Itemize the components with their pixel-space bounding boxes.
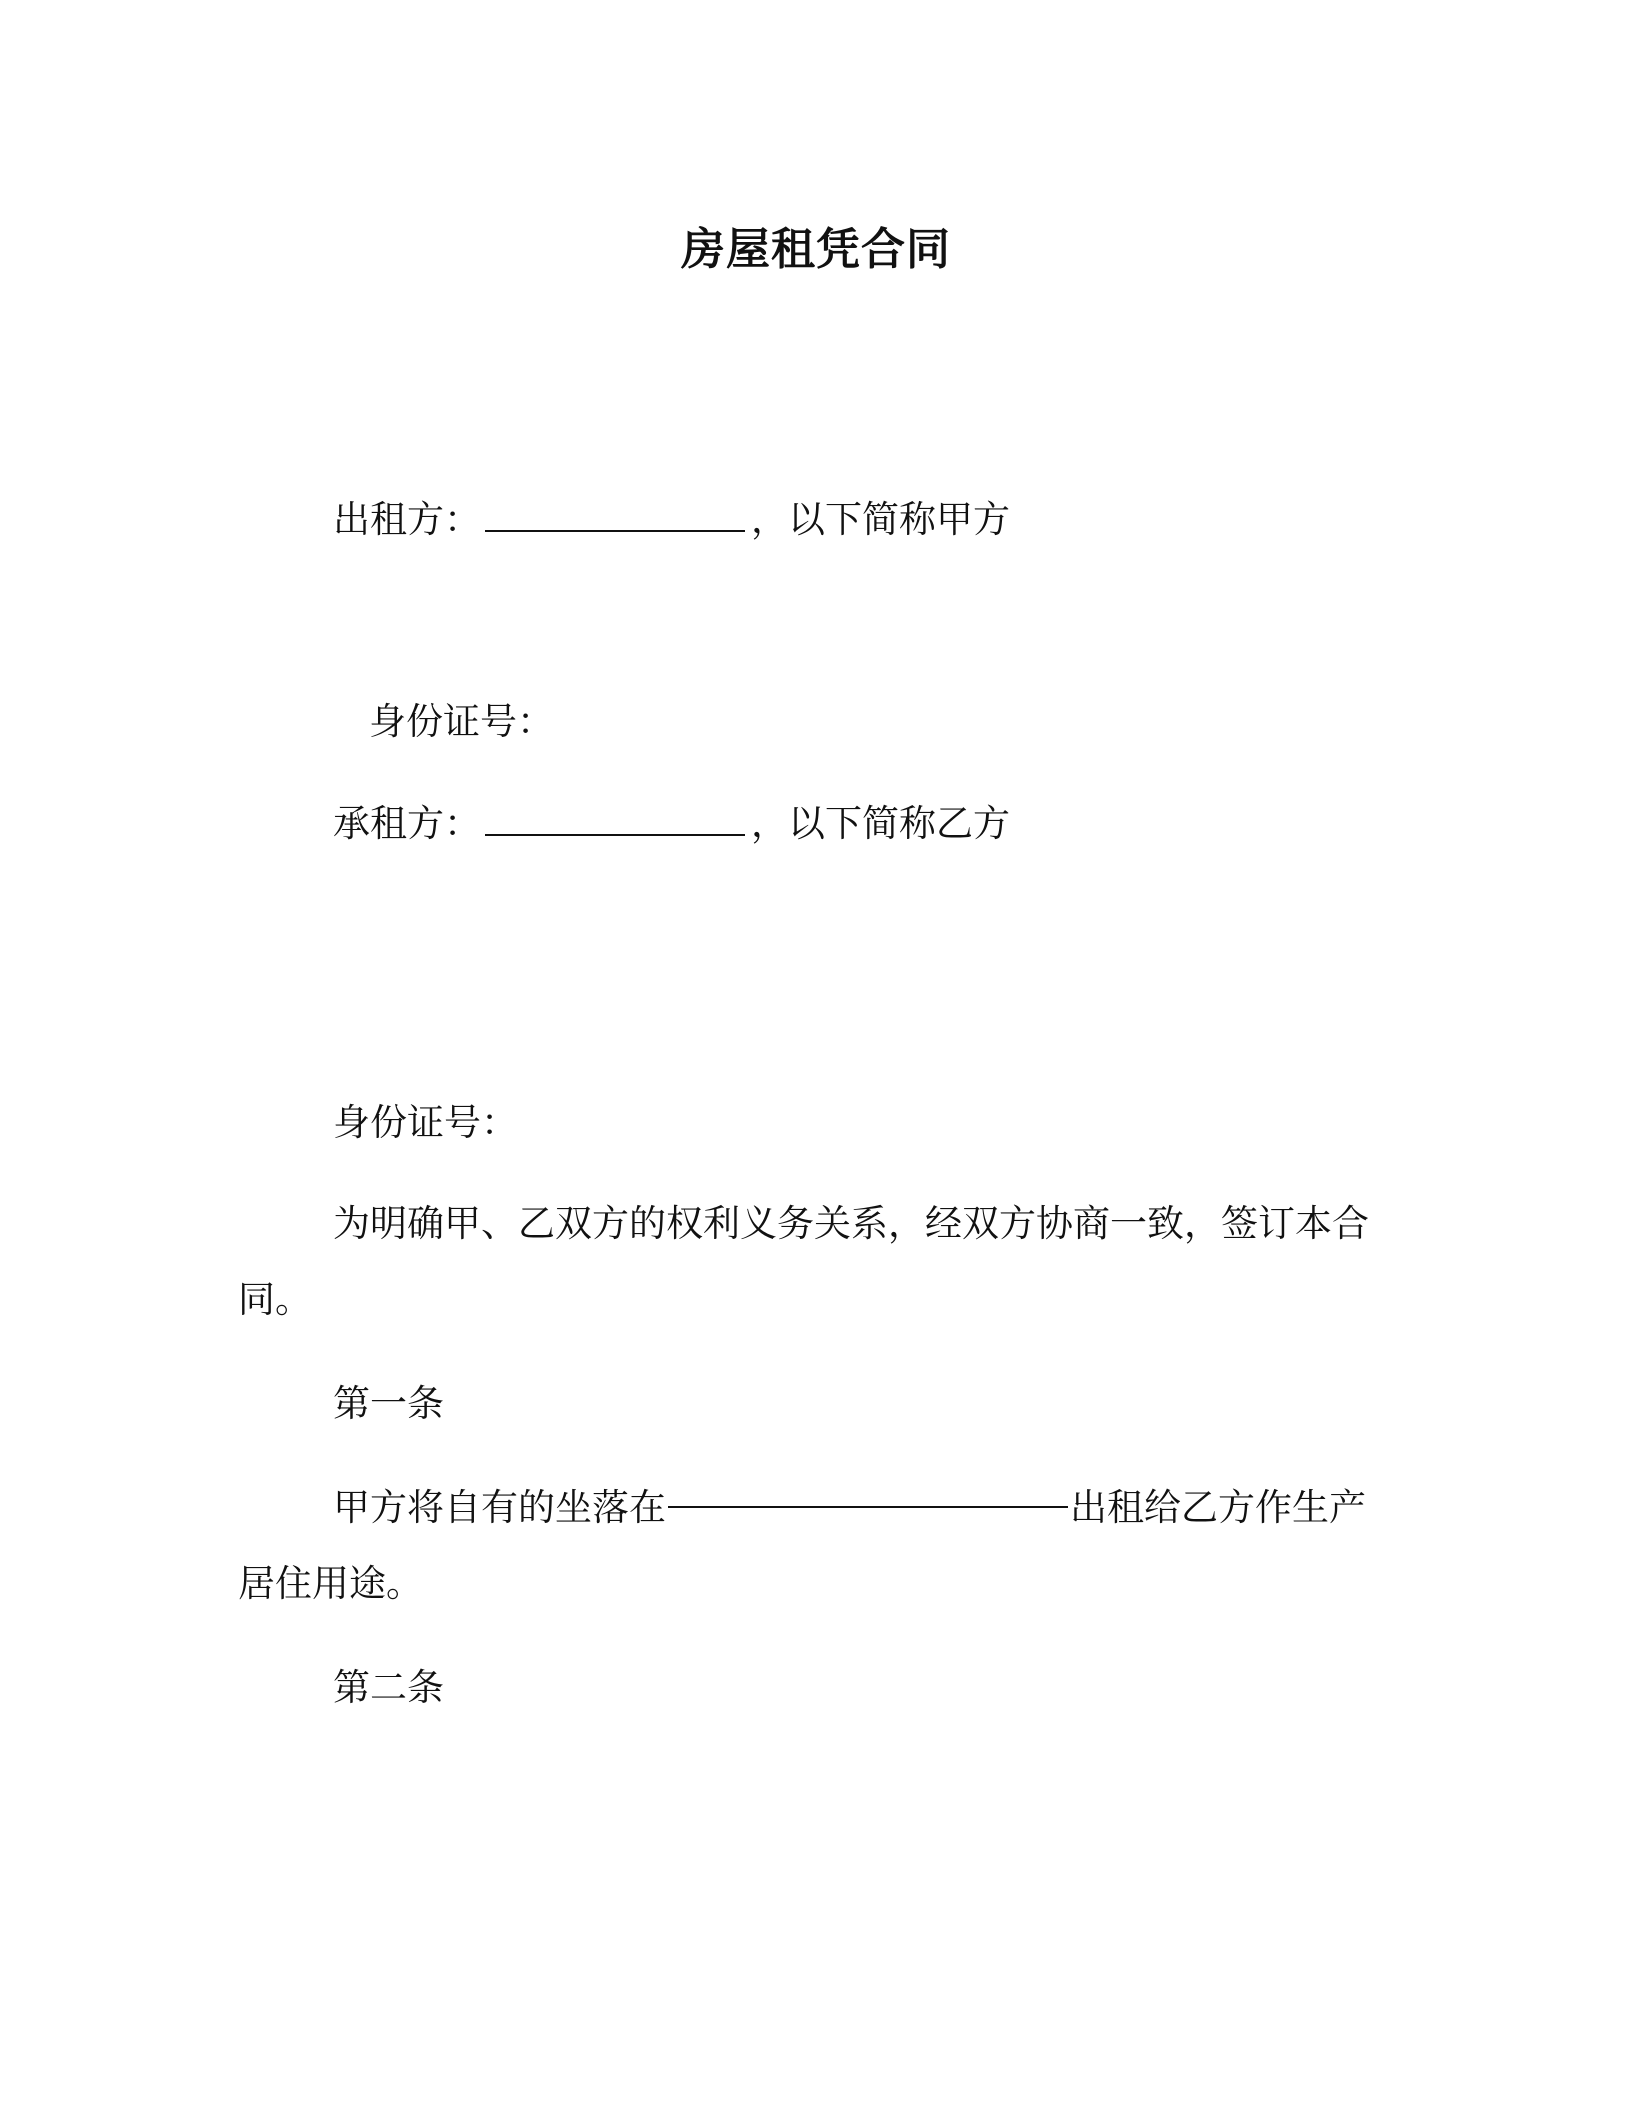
article-1-text-after: 出租给乙方作生产 <box>1070 1486 1366 1529</box>
lessor-label: 出租方： <box>333 498 481 541</box>
lessor-suffix: ，以下简称甲方 <box>751 498 1010 541</box>
preamble-line-2: 同。 <box>238 1278 312 1321</box>
lessee-suffix: ，以下简称乙方 <box>751 802 1010 845</box>
preamble-line-1: 为明确甲、乙双方的权利义务关系，经双方协商一致，签订本合 <box>333 1202 1369 1245</box>
lessee-name-blank <box>485 800 745 836</box>
article-1-heading: 第一条 <box>333 1382 444 1425</box>
address-blank <box>668 1506 1068 1508</box>
lessee-line <box>333 800 1010 848</box>
lessor-id-line <box>369 698 554 746</box>
lessee-id-label: 身份证号： <box>333 1101 518 1144</box>
lessee-id-line <box>333 1099 518 1147</box>
article-1-text-before: 甲方将自有的坐落在 <box>333 1486 666 1529</box>
article-1-line-2: 居住用途。 <box>238 1562 423 1605</box>
document-title: 房屋租凭合同 <box>681 224 951 275</box>
lessor-id-label: 身份证号： <box>369 700 554 743</box>
lessee-label: 承租方： <box>333 802 481 845</box>
article-1-line-1 <box>333 1484 1366 1532</box>
lessor-name-blank <box>485 496 745 532</box>
article-2-heading: 第二条 <box>333 1666 444 1709</box>
lessor-line <box>333 496 1010 544</box>
